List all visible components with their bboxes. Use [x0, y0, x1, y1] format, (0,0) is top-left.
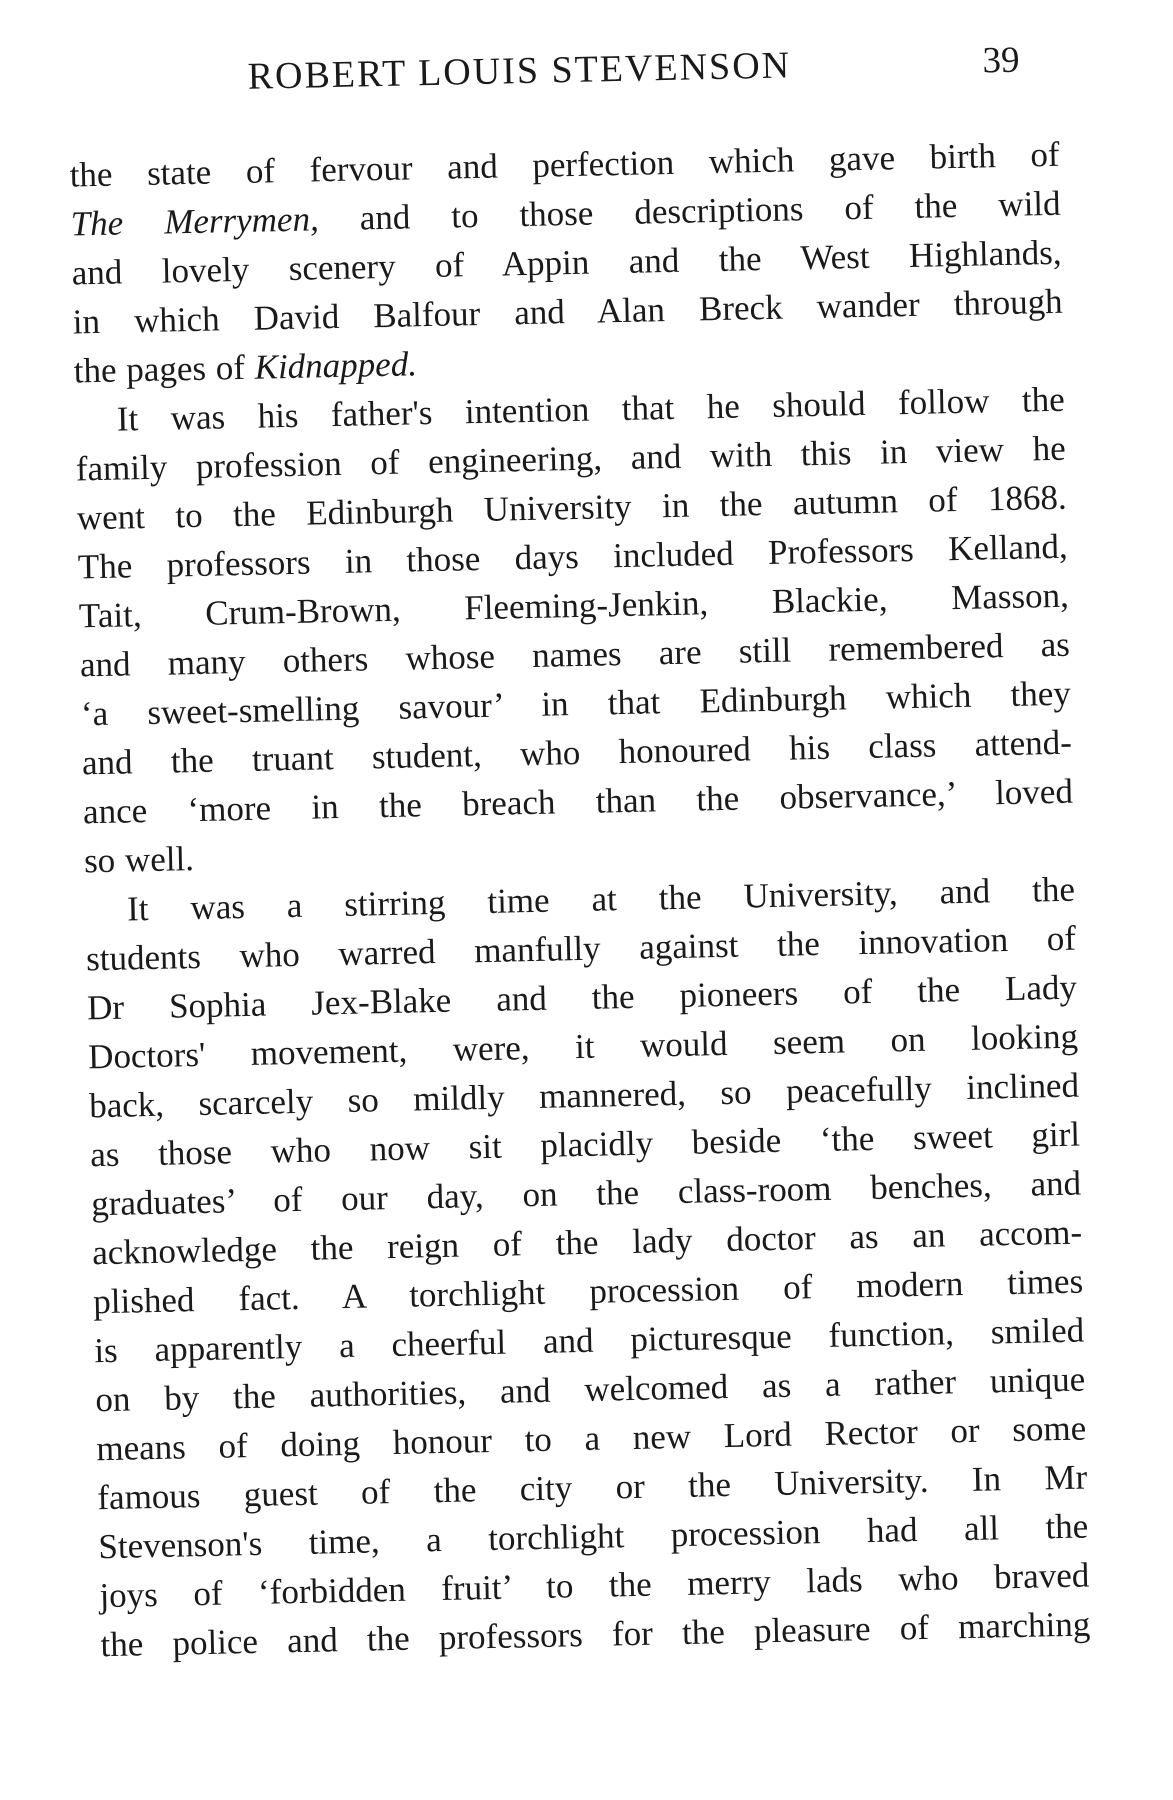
text-fragment: the pages of — [73, 347, 246, 391]
text-line: joys of ‘forbidden fruit’ to the merry lads who braved — [99, 1555, 1090, 1616]
text-line: and many others whose names are still remembered as — [79, 624, 1071, 685]
text-line: It was his father's intention that he should follow the — [116, 379, 1066, 439]
book-title-merrymen: The Merrymen, — [70, 199, 320, 244]
text-line: the police and the professors for the pleasure of marching — [100, 1604, 1091, 1665]
text-line: Stevenson's time, a torchlight procession had all the — [98, 1506, 1089, 1567]
text-line: on by the authorities, and welcomed as a rather unique — [94, 1359, 1086, 1420]
text-line: famous guest of the city or the University. In Mr — [97, 1457, 1088, 1518]
text-line: the state of fervour and perfection which gave birth of — [69, 134, 1060, 195]
text-line: is apparently a cheerful and picturesque function, smiled — [93, 1310, 1085, 1371]
text-line: ‘a sweet-smelling savour’ in that Edinburgh which they — [80, 673, 1072, 734]
text-line: graduates’ of our day, on the class-room benches, and — [90, 1163, 1082, 1224]
text-line: and lovely scenery of Appin and the West Highlands, — [71, 232, 1062, 293]
text-line: went to the Edinburgh University in the autumn of 1868. — [76, 477, 1068, 538]
text-line: ance ‘more in the breach than the observance,’ loved — [82, 771, 1074, 832]
text-line: The professors in those days included Professors Kelland, — [77, 526, 1069, 587]
page-number: 39 — [982, 39, 1020, 82]
text-line: Doctors' movement, were, it would seem on looking — [87, 1016, 1079, 1077]
text-line: acknowledge the reign of the lady doctor as an accom- — [91, 1212, 1083, 1273]
paragraph — [74, 375, 1074, 886]
text-line: plished fact. A torchlight procession of modern times — [92, 1261, 1084, 1322]
book-title-kidnapped: Kidnapped. — [254, 344, 418, 387]
body-text — [69, 130, 1091, 1669]
text-line: back, scarcely so mildly mannered, so peacefully inclined — [88, 1065, 1080, 1126]
running-title: ROBERT LOUIS STEVENSON — [247, 44, 792, 98]
text-line: It was a stirring time at the University, and the — [126, 869, 1076, 929]
paragraph — [85, 865, 1091, 1670]
text-line: so well. — [83, 839, 195, 881]
text-line: means of doing honour to a new Lord Rector or some — [95, 1408, 1087, 1469]
text-line: students who warred manfully against the innovation of — [85, 918, 1077, 979]
text-line: Tait, Crum-Brown, Fleeming-Jenkin, Blackie, Masson, — [78, 575, 1070, 636]
text-line: as those who now sit placidly beside ‘the sweet girl — [89, 1114, 1081, 1175]
text-line: and the truant student, who honoured his class attend- — [81, 722, 1073, 783]
paragraph — [69, 130, 1064, 396]
text-line: family profession of engineering, and with this in view he — [75, 428, 1067, 489]
running-header — [0, 28, 1156, 113]
text-line: Dr Sophia Jex-Blake and the pioneers of the Lady — [86, 967, 1078, 1028]
text-line: in which David Balfour and Alan Breck wander through — [72, 281, 1063, 342]
text-fragment: and to those descriptions of the wild — [359, 183, 1061, 238]
